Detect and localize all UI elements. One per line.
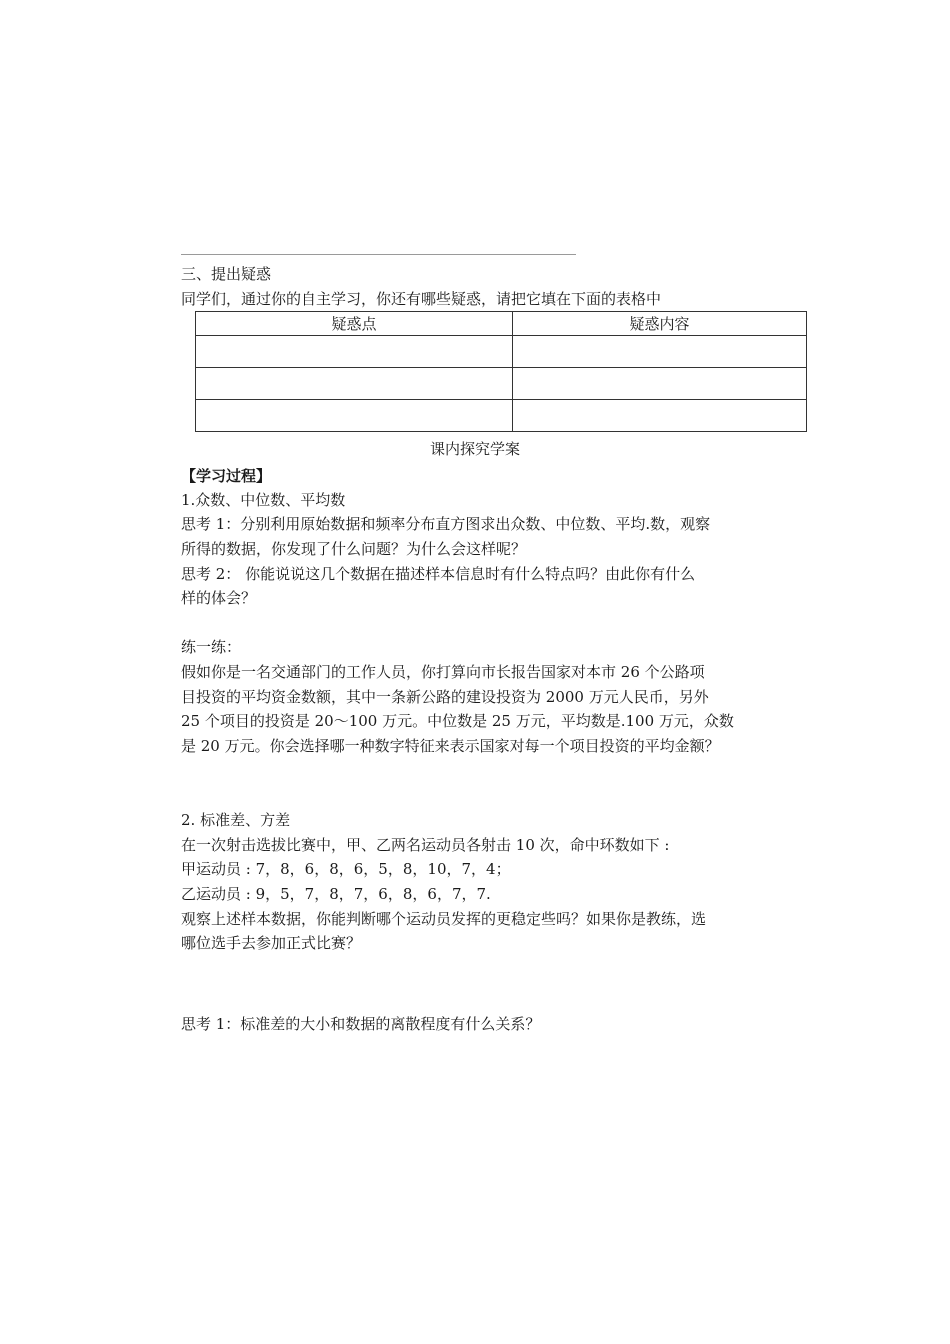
table-header-cell: 疑惑内容: [513, 312, 807, 336]
practice-line2: 目投资的平均资金数额，其中一条新公路的建设投资为 2000 万元人民币，另外: [181, 688, 709, 706]
practice-line4: 是 20 万元。你会选择哪一种数字特征来表示国家对每一个项目投资的平均金额？: [181, 737, 720, 755]
table-cell[interactable]: [513, 336, 807, 368]
table-cell[interactable]: [196, 336, 513, 368]
table-cell[interactable]: [513, 400, 807, 432]
class-title: 课内探究学案: [429, 440, 520, 458]
table-cell[interactable]: [513, 368, 807, 400]
table-header-cell: 疑惑点: [196, 312, 513, 336]
table-row: [196, 336, 807, 368]
part2-title: 2. 标准差、方差: [181, 811, 291, 829]
table-cell[interactable]: [196, 400, 513, 432]
think2-line2: 样的体会？: [181, 589, 257, 607]
practice-line1: 假如你是一名交通部门的工作人员，你打算向市长报告国家对本市 26 个公路项: [181, 663, 705, 681]
part1-title: 1.众数、中位数、平均数: [181, 491, 346, 509]
practice-title: 练一练：: [181, 638, 242, 656]
think2-line1: 思考 2： 你能说说这几个数据在描述样本信息时有什么特点吗？由此你有什么: [181, 565, 696, 583]
process-heading: 【学习过程】: [181, 467, 272, 485]
question-line2: 哪位选手去参加正式比赛？: [181, 934, 362, 952]
section-instruction: 同学们，通过你的自主学习，你还有哪些疑惑，请把它填在下面的表格中: [181, 290, 662, 308]
table-row: [196, 368, 807, 400]
question-line1: 观察上述样本数据，你能判断哪个运动员发挥的更稳定些吗？如果你是教练，选: [181, 910, 707, 928]
table-header-row: [196, 312, 807, 336]
top-divider: [181, 254, 576, 255]
athlete-b-scores: 乙运动员 : 9，5，7，8，7，6，8，6，7，7.: [181, 885, 491, 903]
doubt-table: [195, 311, 807, 432]
table-row: [196, 400, 807, 432]
part2-think1: 思考 1：标准差的大小和数据的离散程度有什么关系？: [181, 1015, 541, 1033]
part2-intro: 在一次射击选拔比赛中，甲、乙两名运动员各射击 10 次，命中环数如下 :: [181, 836, 670, 854]
think1-line2: 所得的数据，你发现了什么问题？为什么会这样呢？: [181, 540, 527, 558]
athlete-a-scores: 甲运动员 : 7，8，6，8，6，5，8，10，7，4；: [181, 860, 511, 878]
table-cell[interactable]: [196, 368, 513, 400]
think1-line1: 思考 1：分别利用原始数据和频率分布直方图求出众数、中位数、平均.数，观察: [181, 515, 711, 533]
practice-line3: 25 个项目的投资是 20～100 万元。中位数是 25 万元，平均数是.100 万元，众数: [181, 712, 734, 730]
section-title: 三、提出疑惑: [181, 265, 272, 283]
